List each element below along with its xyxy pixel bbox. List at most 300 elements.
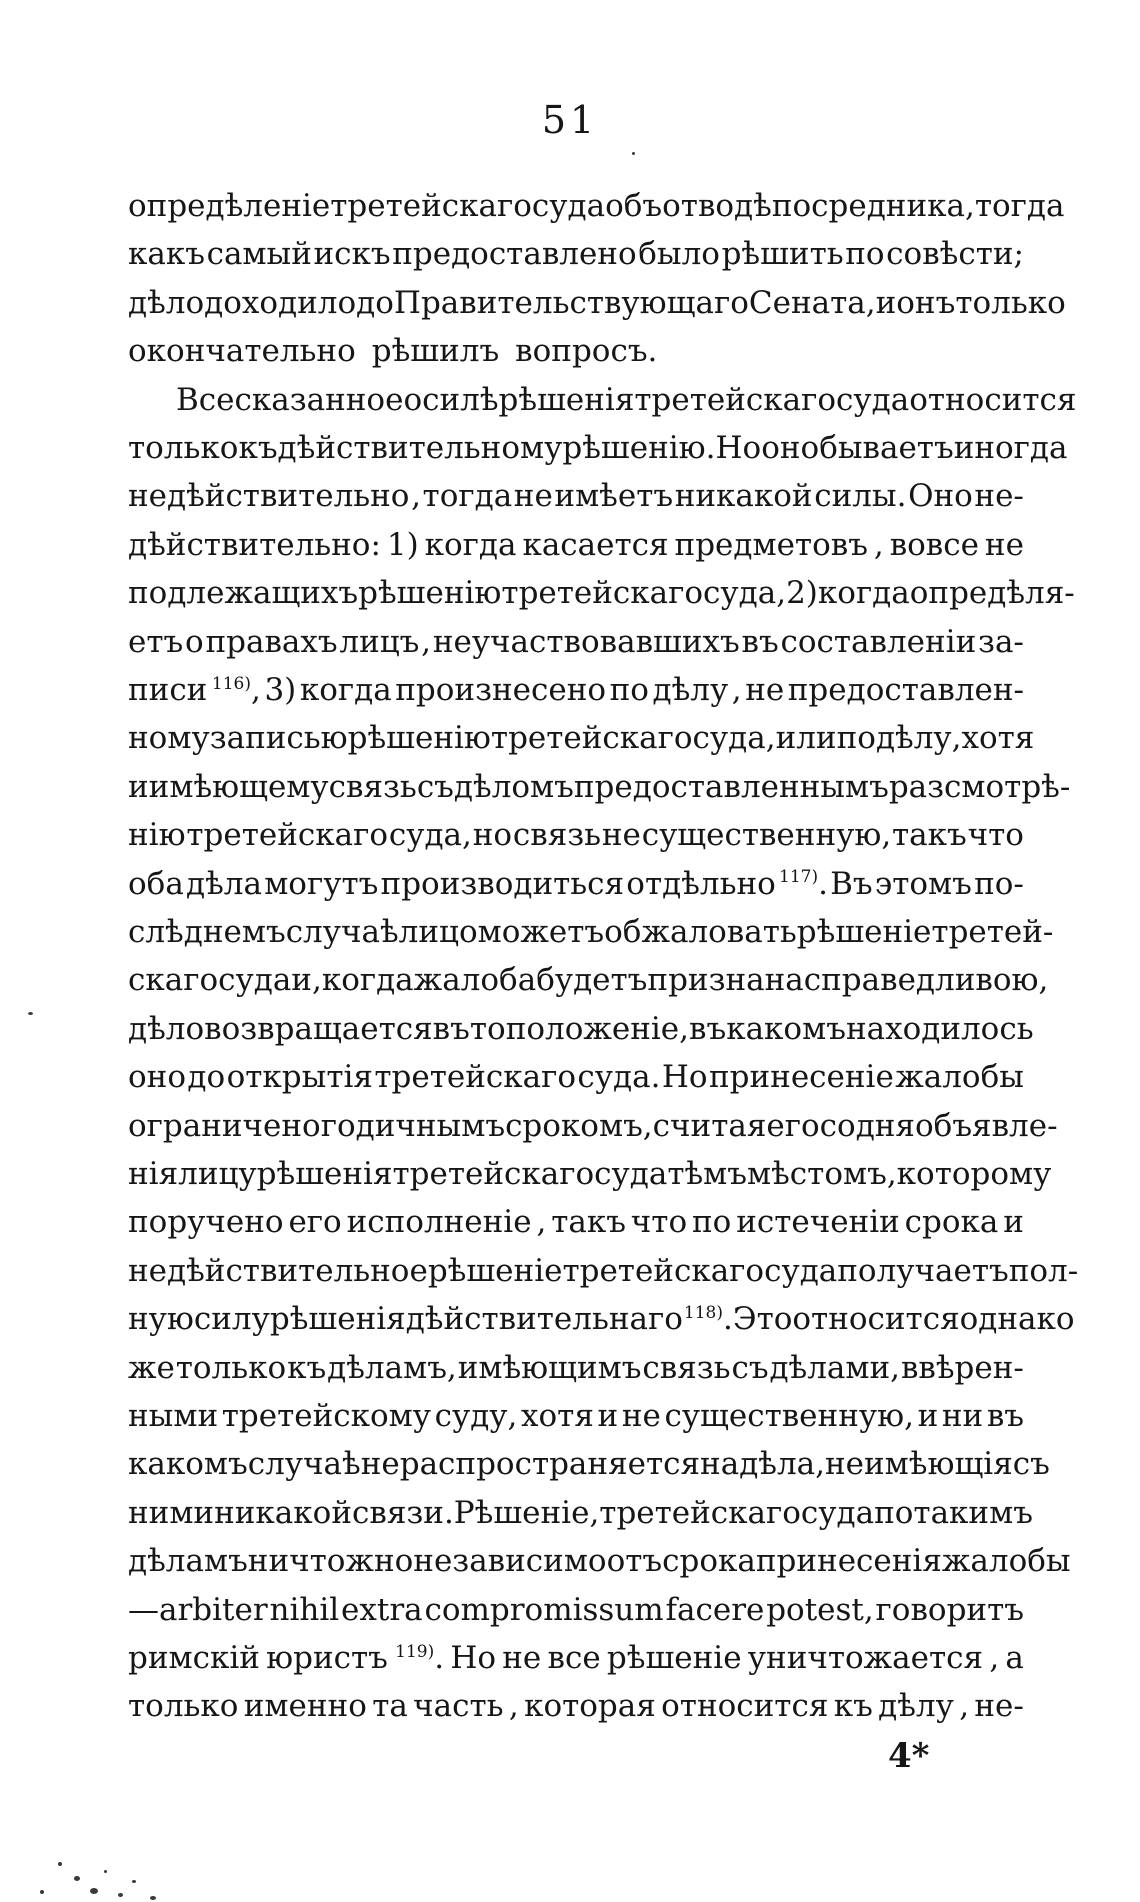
word: обжаловать — [604, 914, 797, 950]
page-number: 51 — [541, 98, 599, 142]
word: extra — [341, 1591, 423, 1628]
word: хотя — [961, 720, 1035, 757]
word: суда — [594, 1156, 668, 1192]
word: римскій — [128, 1640, 260, 1676]
word: открытія — [226, 1059, 373, 1096]
word: жалобы — [941, 1543, 1071, 1580]
word: относится — [909, 381, 1077, 418]
word: ную — [128, 1301, 194, 1338]
scan-speck — [118, 1893, 123, 1897]
word: имѣющимъ — [457, 1349, 642, 1386]
text-line — [128, 1005, 1034, 1053]
text-line — [128, 1440, 1050, 1488]
word: касается — [522, 526, 669, 563]
word: дѣламъ — [128, 1543, 248, 1580]
word: —arbiter — [128, 1591, 268, 1628]
word: что — [967, 817, 1024, 854]
word: записью — [209, 720, 348, 757]
word: опредѣля- — [909, 575, 1075, 612]
word: дѣлами, — [769, 1349, 901, 1386]
word: третейскаго — [634, 381, 837, 418]
word: Все — [176, 381, 235, 418]
word: третейскаго — [186, 817, 389, 854]
word: скаго — [128, 962, 219, 999]
word: объ — [605, 188, 663, 224]
text-line — [128, 908, 1054, 956]
word: къ — [287, 1349, 327, 1386]
word: къ — [238, 430, 278, 466]
word: отдѣльно — [626, 865, 776, 902]
word: связи. — [352, 1494, 454, 1531]
word: его — [288, 1204, 342, 1241]
word: рѣшеніе — [606, 1640, 742, 1676]
scan-speck — [132, 1880, 136, 1883]
word: имѣетъ — [554, 478, 674, 515]
word: случаѣ — [247, 1446, 361, 1483]
word: вовсе — [889, 526, 979, 563]
word: , — [508, 1688, 519, 1725]
word: оно — [761, 430, 820, 466]
word: третейскаго — [374, 1059, 576, 1096]
word: дѣло — [128, 284, 205, 321]
word: рѣшенія — [256, 1156, 393, 1192]
word: которая — [524, 1688, 656, 1725]
text-line — [128, 811, 1024, 859]
word: о — [185, 623, 204, 660]
word: етъ — [128, 623, 184, 660]
word: не- — [974, 478, 1024, 515]
word: дня — [855, 1107, 915, 1144]
word: рѣшенію — [347, 720, 491, 757]
word: дѣлу, — [875, 720, 962, 757]
word: , — [589, 1494, 600, 1531]
word: составленіи — [780, 623, 977, 660]
word: правахъ — [205, 623, 338, 660]
word: жалоба — [413, 962, 537, 999]
text-line — [128, 1344, 1024, 1392]
word: 1) — [386, 526, 419, 563]
word: исполненіе — [346, 1204, 532, 1241]
word: ввѣрен- — [900, 1349, 1024, 1386]
text-line — [128, 1392, 1024, 1440]
word: никакой — [214, 1494, 352, 1531]
word: когда — [321, 962, 414, 999]
text-line — [128, 424, 1068, 472]
word: признана — [647, 962, 804, 999]
word: бываетъ — [819, 430, 954, 466]
word: объявле- — [915, 1107, 1058, 1144]
word: но — [472, 817, 513, 854]
word: связь — [642, 1349, 731, 1386]
word: которому — [896, 1156, 1052, 1192]
word: не- — [974, 1688, 1024, 1725]
word: въ — [689, 1010, 727, 1047]
word: считая — [652, 1107, 767, 1144]
word: вопросъ. — [515, 333, 658, 370]
word: опредѣленіе — [128, 188, 331, 224]
word: ными — [128, 1398, 219, 1434]
word: и — [1003, 1204, 1024, 1241]
word: силы. — [814, 478, 907, 515]
word: compromissum — [424, 1591, 664, 1628]
text-line — [128, 956, 1049, 1004]
scan-speck — [90, 1888, 98, 1894]
scan-speck — [28, 1012, 33, 1015]
word: не — [502, 1640, 542, 1676]
text-line — [128, 714, 1035, 762]
word: до — [356, 284, 394, 321]
footnote-reference: $^{117)}$. — [779, 865, 828, 902]
word: юристъ — [266, 1640, 388, 1676]
word: та — [372, 1688, 408, 1725]
word: посредника, — [771, 188, 975, 224]
word: , — [959, 1688, 970, 1725]
word: 3) — [264, 672, 297, 708]
word: дѣломъ — [453, 768, 574, 805]
word: силѣ — [422, 381, 499, 418]
word: лицъ — [339, 623, 420, 660]
word: только — [128, 1688, 239, 1725]
word: его — [766, 1107, 820, 1144]
word: въ — [432, 1010, 470, 1047]
word: о — [403, 381, 423, 418]
word: суда — [836, 381, 910, 418]
word: третейскаго — [501, 575, 704, 612]
word: съ — [416, 768, 454, 805]
word: однако — [959, 1301, 1075, 1338]
word: третей- — [931, 914, 1054, 950]
word: такъ — [551, 1204, 626, 1241]
word: тогда — [974, 188, 1065, 224]
word: суду, — [434, 1398, 518, 1434]
word: рѣшенія — [498, 381, 635, 418]
scan-speck — [632, 152, 635, 155]
word: получаетъ — [837, 1252, 1009, 1289]
word: со — [819, 1107, 856, 1144]
word: суда — [800, 1494, 875, 1531]
text-line — [128, 1198, 1024, 1246]
printer-signature-mark: 4* — [888, 1736, 930, 1776]
word: принесеніе — [708, 1059, 894, 1096]
word: по — [691, 1204, 732, 1241]
word: ни — [941, 1398, 984, 1434]
word: только — [175, 1349, 287, 1386]
word: potest, — [766, 1591, 874, 1628]
word: ному — [128, 720, 210, 757]
word: нія — [128, 1156, 179, 1192]
word: какъ — [128, 236, 205, 273]
word: и — [128, 768, 149, 805]
text-line — [128, 472, 1024, 520]
word: третейскаго — [392, 1156, 595, 1192]
word: оно — [128, 1059, 186, 1096]
scan-speck — [150, 1896, 156, 1900]
text-line — [128, 1586, 1024, 1634]
word: силу — [193, 1301, 270, 1338]
word: Но — [450, 1640, 497, 1676]
word: недѣйствительно — [128, 478, 410, 515]
word: дѣлу — [652, 672, 729, 708]
footnote-reference: $^{119)}$. — [395, 1640, 445, 1676]
word: предоставлен- — [787, 672, 1024, 708]
word: производиться — [380, 865, 625, 902]
text-line — [128, 1295, 1075, 1343]
scan-speck — [40, 1890, 44, 1894]
text-line — [128, 521, 1024, 569]
word: дѣламъ, — [327, 1349, 457, 1386]
text-line — [128, 1247, 1079, 1295]
word: говоритъ — [875, 1591, 1024, 1628]
word: именно — [243, 1688, 367, 1725]
word: срокомъ, — [505, 1107, 653, 1144]
text-line — [128, 763, 1071, 811]
word: дѣла — [186, 865, 262, 902]
word: суда, — [388, 817, 472, 854]
word: нію — [128, 817, 186, 854]
word: слѣднемъ — [128, 914, 286, 950]
word: произнесено — [395, 672, 607, 708]
word: неучаствовавшихъ — [432, 623, 740, 660]
word: жалобы — [895, 1059, 1024, 1096]
word: часть — [413, 1688, 504, 1725]
word: отъ — [606, 1543, 663, 1580]
word: дѣйствительнаго — [405, 1301, 683, 1338]
word: когда — [424, 526, 517, 563]
word: этомъ — [874, 865, 972, 902]
word: рѣшенію. — [562, 430, 716, 466]
word: предоставленнымъ — [573, 768, 889, 805]
word: не — [984, 526, 1024, 563]
word: не — [745, 672, 785, 708]
word: находилось — [845, 1010, 1034, 1047]
word: и, — [291, 962, 322, 999]
word: facere — [665, 1591, 765, 1628]
word: сказанное — [234, 381, 404, 418]
word: такъ — [892, 817, 967, 854]
word: а — [1005, 1640, 1024, 1676]
word: по — [845, 236, 885, 273]
word: Сената, — [748, 284, 876, 321]
word: по — [836, 720, 876, 757]
word: по- — [974, 865, 1024, 902]
word: имѣющему — [148, 768, 329, 805]
word: дѣйствительному — [277, 430, 563, 466]
word: только — [128, 430, 239, 466]
word: суда — [764, 1252, 838, 1289]
word: относится — [661, 1688, 829, 1725]
word: не — [621, 1398, 661, 1434]
text-line — [128, 1489, 1033, 1537]
word: Но — [715, 430, 762, 466]
word: 2) — [786, 575, 818, 612]
word: окончательно — [128, 333, 356, 370]
word: будетъ — [536, 962, 648, 999]
word: , — [421, 623, 432, 660]
word: nihil — [269, 1591, 340, 1628]
word: рѣшить — [721, 236, 844, 273]
word: же — [128, 1349, 175, 1386]
word: третейскому — [221, 1398, 431, 1434]
word: третейскаго — [599, 1494, 801, 1531]
word: могутъ — [264, 865, 379, 902]
word: самый — [206, 236, 312, 273]
word: оба — [128, 865, 184, 902]
word: и — [875, 284, 897, 321]
word: никакой — [674, 478, 813, 515]
word: срока — [904, 1204, 999, 1241]
word: предметовъ — [674, 526, 868, 563]
word: въ — [741, 623, 779, 660]
word: Оно — [908, 478, 973, 515]
text-line — [128, 327, 1024, 375]
word: принесенія — [755, 1543, 942, 1580]
word: на — [700, 1446, 740, 1483]
word: неимѣющія — [825, 1446, 1013, 1483]
word: срока — [662, 1543, 756, 1580]
word: дѣло — [128, 1010, 205, 1047]
word: не — [601, 817, 641, 854]
word: писи — [128, 672, 208, 708]
footnote-reference: $^{118)}$. — [683, 1301, 733, 1338]
word: связь — [328, 768, 417, 805]
word: Но — [661, 1059, 708, 1096]
word: хотя — [521, 1398, 594, 1434]
text-line — [128, 860, 1024, 908]
word: тогда — [422, 478, 513, 515]
word: онъ — [896, 284, 956, 321]
word: что — [630, 1204, 688, 1241]
text-line — [128, 279, 1066, 327]
word: суда. — [577, 1059, 661, 1096]
word: уничтожается — [747, 1640, 984, 1676]
word: дѣла, — [739, 1446, 826, 1483]
word: суда, — [692, 720, 776, 757]
word: , — [536, 1204, 547, 1241]
text-line — [128, 1102, 1058, 1150]
word: подлежащихъ — [128, 575, 359, 612]
word: суда — [218, 962, 292, 999]
word: отводѣ — [662, 188, 772, 224]
word: до — [187, 1059, 226, 1096]
word: тѣмъ — [667, 1156, 747, 1192]
word: третейскаго — [490, 720, 693, 757]
word: только — [955, 284, 1066, 321]
word: ничтожно — [247, 1543, 414, 1580]
word: , — [873, 526, 884, 563]
word: и — [597, 1398, 619, 1434]
word: по — [609, 672, 649, 708]
text-line — [128, 1537, 1071, 1585]
word: , — [731, 672, 742, 708]
word: рѣшилъ — [371, 333, 500, 370]
word: Правительствующаго — [393, 284, 749, 321]
word: суда, — [703, 575, 787, 612]
text-line — [128, 618, 1024, 666]
text-line — [128, 569, 1075, 617]
word: за- — [978, 623, 1024, 660]
text-line — [128, 1053, 1024, 1101]
word: по — [874, 1494, 914, 1531]
word: совѣсти; — [886, 236, 1024, 273]
word: , — [411, 478, 421, 515]
word: рѣшенію — [358, 575, 502, 612]
footnote-reference: $^{116)}$, — [211, 672, 261, 708]
word: связь — [512, 817, 602, 854]
word: когда — [299, 672, 392, 708]
word: къ — [833, 1688, 873, 1725]
word: дѣлу — [878, 1688, 954, 1725]
word: случаѣ — [285, 914, 399, 950]
word: и — [917, 1398, 939, 1434]
text-line — [128, 376, 1077, 424]
word: справедливою — [803, 962, 1039, 999]
word: рѣшеніе — [796, 914, 932, 950]
word: истеченіи — [736, 1204, 900, 1241]
scan-speck — [58, 1862, 62, 1866]
text-line — [128, 230, 1024, 278]
word: было — [638, 236, 720, 273]
word: Въ — [830, 865, 873, 902]
word: поручено — [128, 1204, 284, 1241]
word: годичнымъ — [320, 1107, 506, 1144]
text-line — [128, 666, 1024, 714]
word: , — [1038, 962, 1049, 999]
word: то — [469, 1010, 506, 1047]
word: или — [775, 720, 837, 757]
word: возвращается — [204, 1010, 433, 1047]
word: лицо — [398, 914, 478, 950]
text-line — [128, 182, 1065, 230]
word: такимъ — [913, 1494, 1033, 1531]
word: третейскаго — [330, 188, 532, 224]
word: какомъ — [726, 1010, 846, 1047]
word: въ — [986, 1398, 1024, 1434]
text-line — [128, 1150, 1052, 1198]
word: съ — [731, 1349, 769, 1386]
word: мѣстомъ, — [747, 1156, 897, 1192]
word: Рѣшеніе — [453, 1494, 590, 1531]
word: рѣшенія — [269, 1301, 406, 1338]
word: пол- — [1008, 1252, 1079, 1289]
word: не — [360, 1446, 400, 1483]
word: недѣйствительное — [128, 1252, 428, 1289]
word: относится — [792, 1301, 960, 1338]
word: лицу — [178, 1156, 257, 1192]
word: иногда — [953, 430, 1068, 466]
word: распространяется — [399, 1446, 701, 1483]
word: существенную, — [664, 1398, 914, 1434]
word: когда — [817, 575, 910, 612]
word: третейскаго — [562, 1252, 765, 1289]
word: ограничено — [128, 1107, 321, 1144]
word: рѣшеніе — [427, 1252, 563, 1289]
word: ними — [128, 1494, 215, 1531]
word: съ — [1012, 1446, 1050, 1483]
word: искъ — [313, 236, 391, 273]
word: какомъ — [128, 1446, 248, 1483]
word: , — [989, 1640, 1000, 1676]
word: все — [547, 1640, 601, 1676]
text-line — [128, 1634, 1024, 1682]
word: не — [513, 478, 553, 515]
text-line — [128, 1682, 1024, 1730]
word: предоставлено — [392, 236, 637, 273]
word: можетъ — [477, 914, 605, 950]
word: положеніе, — [505, 1010, 690, 1047]
word: независимо — [413, 1543, 607, 1580]
word: доходило — [204, 284, 357, 321]
scan-speck — [74, 1876, 80, 1881]
